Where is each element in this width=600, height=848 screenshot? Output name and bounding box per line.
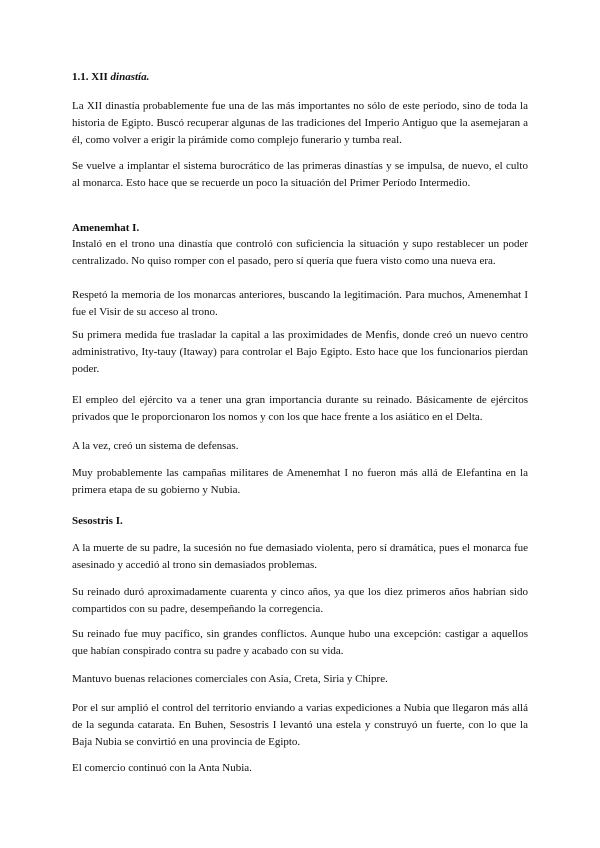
section-heading-title: dinastía. [110,71,150,83]
paragraph: Se vuelve a implantar el sistema burocrático de las primeras dinastías y se impulsa, de nuevo, el culto al monarca. Esto hace que se recuerde un poco la situación del Primer Período Intermedio. [72,160,528,189]
section-heading [72,70,149,85]
paragraph: El comercio continuó con la Anta Nubia. [72,762,252,774]
paragraph: El empleo del ejército va a tener una gran importancia durante su reinado. Básicamente de ejércitos privados que le proporcionaron los nomos y con los que hace frente a los asiático en el Delta. [72,394,528,423]
subsection-heading-amenemhat: Amenemhat I. [72,222,140,234]
paragraph: Mantuvo buenas relaciones comerciales con Asia, Creta, Siria y Chipre. [72,673,388,685]
paragraph: Muy probablemente las campañas militares de Amenemhat I no fueron más allá de Elefantina en la primera etapa de su gobierno y Nubia. [72,467,528,496]
paragraph: Por el sur amplió el control del territorio enviando a varias expediciones a Nubia que llegaron más allá de la segunda catarata. En Buhen, Sesostris I levantó una estela y construyó un fuerte, con lo que la Baja Nubia se convirtió en una provincia de Egipto. [72,702,528,748]
paragraph: Su primera medida fue trasladar la capital a las proximidades de Menfis, donde creó un nuevo centro administrativo, Ity-tauy (Itaway) para controlar el Bajo Egipto. Esto hace que los funcionarios pierdan poder. [72,329,528,375]
subsection-heading-sesostris: Sesostris I. [72,515,123,527]
paragraph: La XII dinastía probablemente fue una de las más importantes no sólo de este período, sino de toda la historia de Egipto. Buscó recuperar algunas de las tradiciones del Imperio Antiguo que la asemejaran a él, como volver a erigir la pirámide como complejo funerario y tumba real. [72,100,528,146]
paragraph: A la muerte de su padre, la sucesión no fue demasiado violenta, pero sí dramática, pues el monarca fue asesinado y accedió al trono sin demasiados problemas. [72,542,528,571]
paragraph: A la vez, creó un sistema de defensas. [72,440,239,452]
paragraph: Su reinado fue muy pacífico, sin grandes conflictos. Aunque hubo una excepción: castigar a aquellos que habían conspirado contra su padre y acabado con su vida. [72,628,528,657]
paragraph: Su reinado duró aproximadamente cuarenta y cinco años, ya que los diez primeros años habrían sido compartidos con su padre, desempeñando la corregencia. [72,586,528,615]
paragraph: Respetó la memoria de los monarcas anteriores, buscando la legitimación. Para muchos, Amenemhat I fue el Visir de su acceso al trono. [72,289,528,318]
section-heading-number: 1.1. XII [72,71,111,83]
paragraph: Instaló en el trono una dinastía que controló con suficiencia la situación y supo restablecer un poder centralizado. No quiso romper con el pasado, pero sí quería que fuera visto como una nueva era. [72,238,528,267]
